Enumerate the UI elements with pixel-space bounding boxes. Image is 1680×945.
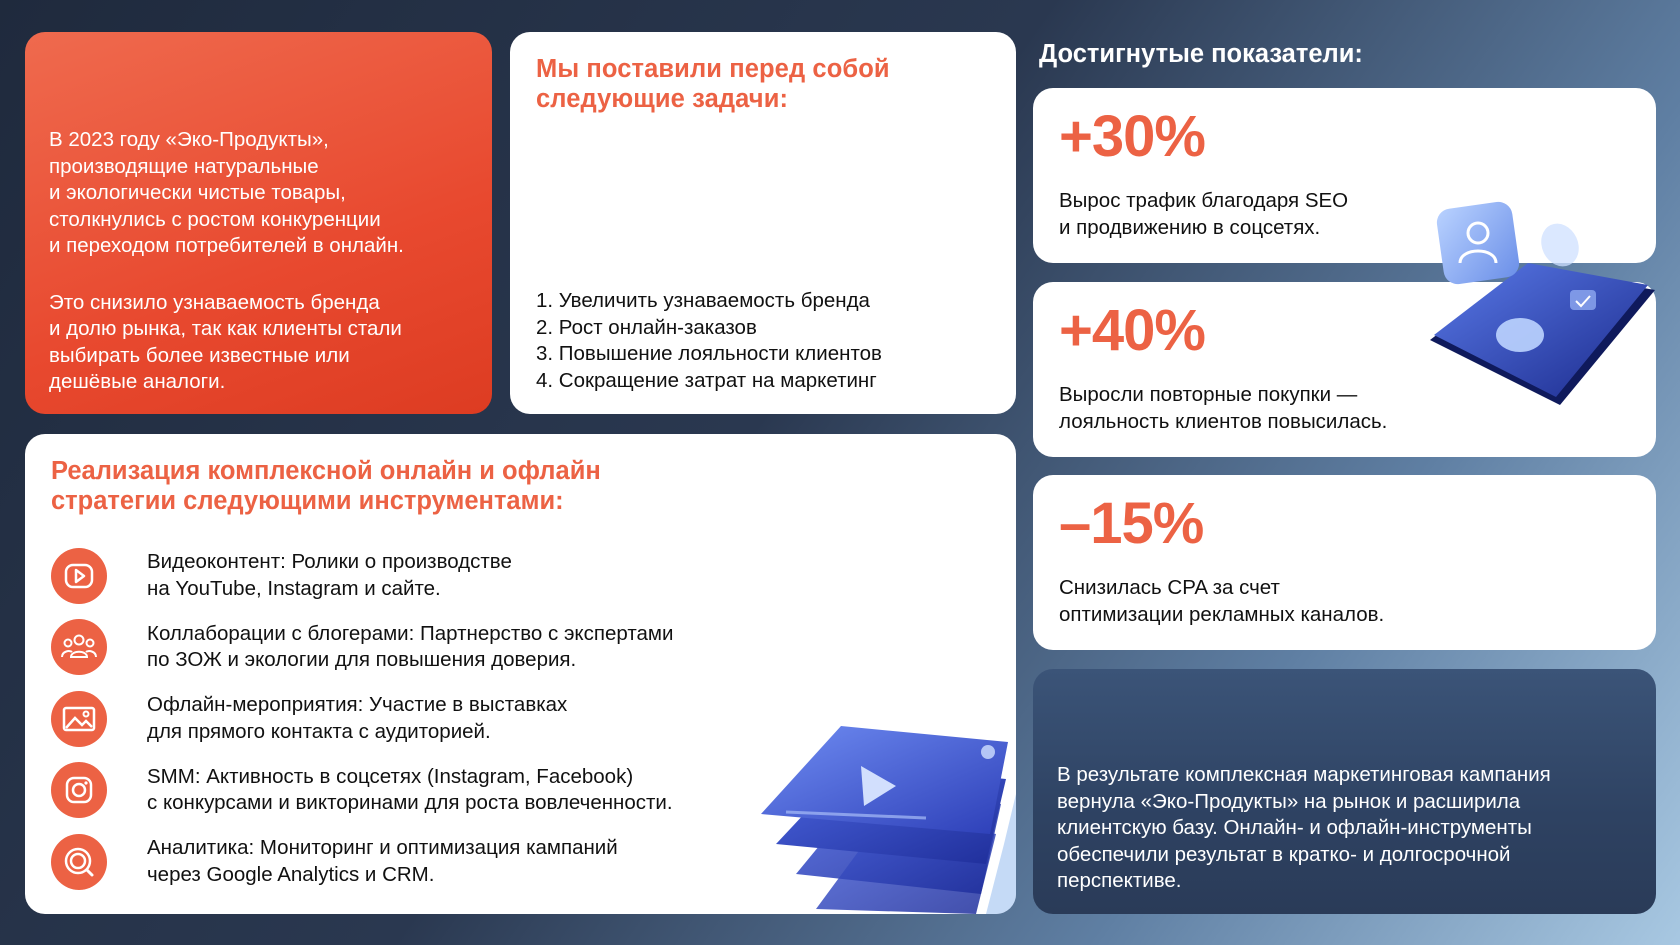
phone-illustration bbox=[1420, 195, 1670, 425]
result-card bbox=[1033, 669, 1656, 914]
instagram-icon bbox=[51, 762, 107, 818]
tool-text: Офлайн-мероприятия: Участие в выставках для прямого контакта с аудиторией. bbox=[147, 693, 568, 743]
task-item: 1. Увеличить узнаваемость бренда bbox=[536, 289, 870, 312]
strategy-title: Реализация комплексной онлайн и офлайн стратегии следующими инструментами: bbox=[51, 457, 601, 515]
intro-paragraph-2: Это снизило узнаваемость бренда и долю рынка, так как клиенты стали выбирать более известные или дешёвые аналоги. bbox=[49, 290, 402, 393]
strategy-card bbox=[25, 434, 1016, 914]
video-player-illustration bbox=[746, 694, 1016, 914]
metric-value: –15% bbox=[1059, 491, 1204, 556]
metric-description: Выросли повторные покупки — лояльность клиентов повысилась. bbox=[1059, 383, 1388, 433]
tool-text: Видеоконтент: Ролики о производстве на YouTube, Instagram и сайте. bbox=[147, 550, 512, 600]
image-icon bbox=[51, 691, 107, 747]
tasks-card bbox=[510, 32, 1016, 414]
tasks-list bbox=[536, 288, 882, 394]
task-item: 4. Сокращение затрат на маркетинг bbox=[536, 368, 877, 392]
people-group-icon bbox=[51, 619, 107, 675]
tasks-title: Мы поставили перед собой следующие задачи: bbox=[536, 55, 890, 113]
metric-description: Вырос трафик благодаря SEO и продвижению в соцсетях. bbox=[1059, 189, 1349, 239]
tool-item-smm bbox=[51, 755, 673, 827]
tool-item-offline bbox=[51, 683, 673, 755]
tool-item-video bbox=[51, 540, 673, 612]
video-play-icon bbox=[51, 548, 107, 604]
tool-text: SMM: Активность в соцсетях (Instagram, Facebook) с конкурсами и викторинами для роста вовлеченности. bbox=[147, 764, 673, 815]
analytics-search-icon bbox=[51, 834, 107, 890]
metric-card bbox=[1033, 475, 1656, 650]
tools-list bbox=[51, 540, 673, 898]
intro-card bbox=[25, 32, 492, 414]
task-item: 2. Рост онлайн-заказов bbox=[536, 315, 757, 339]
metric-description: Снизилась CPA за счет оптимизации рекламных каналов. bbox=[1059, 576, 1385, 626]
tool-text: Аналитика: Мониторинг и оптимизация кампаний через Google Analytics и CRM. bbox=[147, 836, 618, 886]
metric-value: +40% bbox=[1059, 298, 1205, 363]
tool-item-analytics bbox=[51, 826, 673, 898]
metrics-title: Достигнутые показатели: bbox=[1039, 40, 1363, 68]
tool-item-collab bbox=[51, 612, 673, 684]
task-item: 3. Повышение лояльности клиентов bbox=[536, 342, 882, 365]
tool-text: Коллаборации с блогерами: Партнерство с экспертами по ЗОЖ и экологии для повышения доверия. bbox=[147, 621, 674, 672]
intro-paragraph-1: В 2023 году «Эко-Продукты», производящие натуральные и экологически чистые товары, столкнулись с ростом конкуренции и переходом потребителей в онлайн. bbox=[49, 128, 404, 257]
metric-value: +30% bbox=[1059, 104, 1205, 169]
result-text: В результате комплексная маркетинговая кампания вернула «Эко-Продукты» на рынок и расширила клиентскую базу. Онлайн- и офлайн-инструменты обеспечили результат в кратко- и долгосрочной перспективе. bbox=[1057, 763, 1551, 892]
